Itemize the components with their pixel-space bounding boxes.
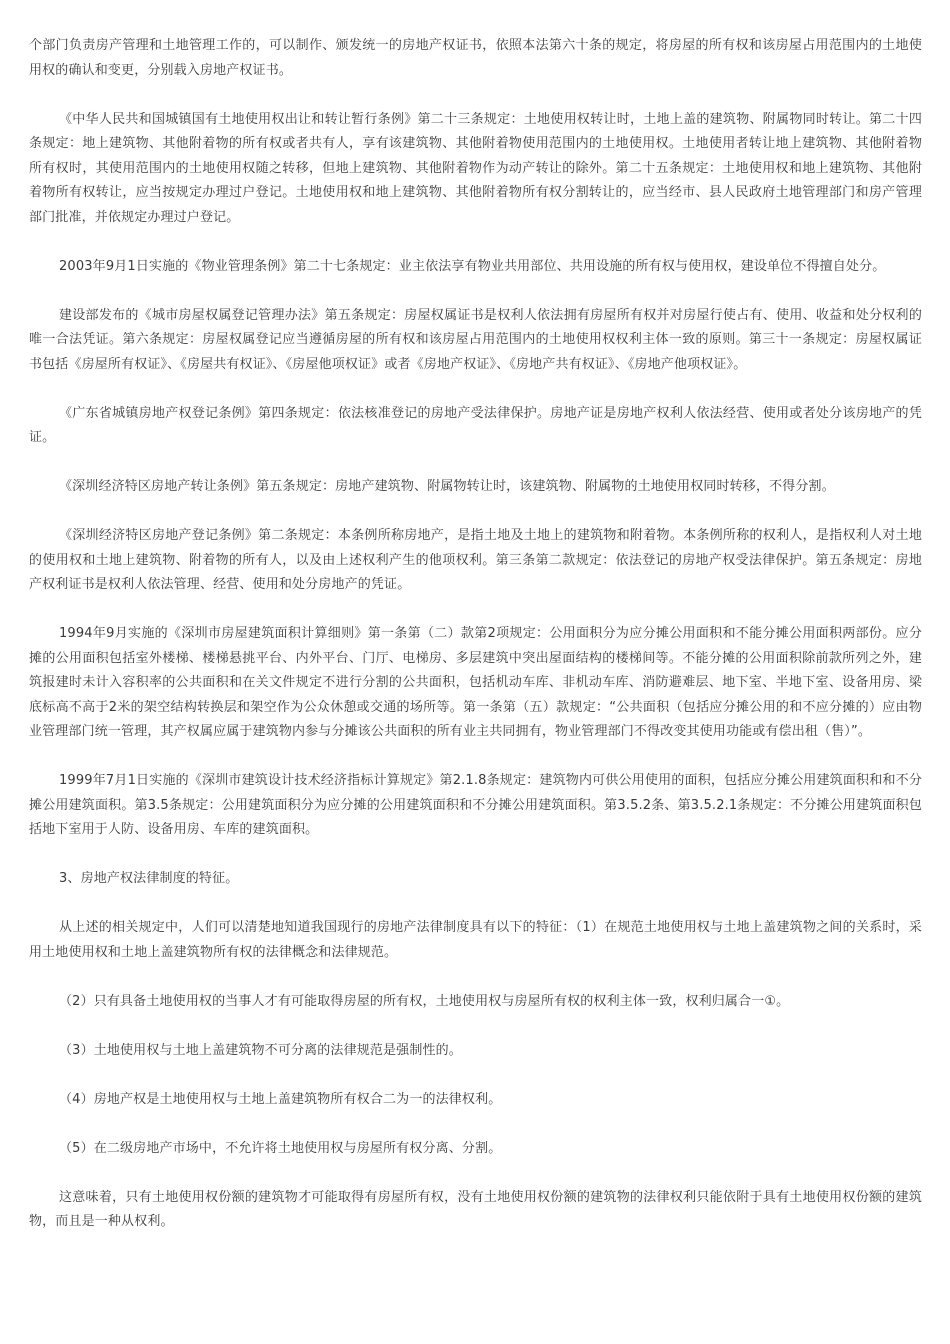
paragraph-features-intro: 从上述的相关规定中，人们可以清楚地知道我国现行的房地产法律制度具有以下的特征：（1）在规范土地使用权与土地上盖建筑物之间的关系时，采用土地使用权和土地上盖建筑物所有权的法律概念和法律规范。 [29, 920, 922, 960]
paragraph-shenzhen-registration: 《深圳经济特区房地产登记条例》第二条规定：本条例所称房地产，是指土地及土地上的建筑物和附着物。本条例所称的权利人，是指权利人对土地的使用权和土地上建筑物、附着物的所有人，以及由上述权利产生的他项权利。第三条第二款规定：依法登记的房地产权受法律保护。第五条规定：房地产权利证书是权利人依法管理、经营、使用和处分房地产的凭证。 [29, 528, 922, 592]
paragraph-guangdong-regulation: 《广东省城镇房地产权登记条例》第四条规定：依法核准登记的房地产受法律保护。房地产证是房地产权利人依法经营、使用或者处分该房地产的凭证。 [29, 405, 922, 445]
section-heading: 3、房地产权法律制度的特征。 [59, 871, 239, 886]
feature-item-3: （3）土地使用权与土地上盖建筑物不可分离的法律规范是强制性的。 [59, 1042, 462, 1058]
document-body [29, 34, 922, 1259]
paragraph-property-management: 2003年9月1日实施的《物业管理条例》第二十七条规定：业主依法享有物业共用部位、共用设施的所有权与使用权，建设单位不得擅自处分。 [59, 258, 886, 274]
paragraph-conclusion: 这意味着，只有土地使用权份额的建筑物才可能取得有房屋所有权，没有土地使用权份额的建筑物的法律权利只能依附于具有土地使用权份额的建筑物，而且是一种从权利。 [29, 1189, 922, 1229]
feature-item-4: （4）房地产权是土地使用权与土地上盖建筑物所有权合二为一的法律权利。 [59, 1091, 502, 1107]
paragraph-registration-measures: 建设部发布的《城市房屋权属登记管理办法》第五条规定：房屋权属证书是权利人依法拥有房屋所有权并对房屋行使占有、使用、收益和处分权利的唯一合法凭证。第六条规定：房屋权属登记应当遵循房屋的所有权和该房屋占用范围内的土地使用权权利主体一致的原则。第三十一条规定：房屋权属证书包括《房屋所有权证》、《房屋共有权证》、《房屋他项权证》或者《房地产权证》、《房地产共有权证》、《房地产他项权证》。 [29, 307, 922, 372]
paragraph-design-indicators: 1999年7月1日实施的《深圳市建筑设计技术经济指标计算规定》第2.1.8条规定：建筑物内可供公用使用的面积，包括应分摊公用建筑面积和和不分摊公用建筑面积。第3.5条规定：公用建筑面积分为应分摊的公用建筑面积和不分摊公用建筑面积。第3.5.2条、第3.5.2.1条规定：不分摊公用建筑面积包括地下室用于人防、设备用房、车库的建筑面积。 [29, 773, 922, 837]
paragraph-area-calculation: 1994年9月实施的《深圳市房屋建筑面积计算细则》第一条第（二）款第2项规定：公用面积分为应分摊公用面积和不能分摊公用面积两部份。应分摊的公用面积包括室外楼梯、楼梯悬挑平台、内外平台、门厅、电梯房、多层建筑中突出屋面结构的楼梯间等。不能分摊的公用面积除前款所列之外，建筑报建时未计入容积率的公共面积和在关文件规定不进行分割的公共面积，包括机动车库、非机动车库、消防避难层、地下室、半地下室、设备用房、梁底标高不高于2米的架空结构转换层和架空作为公众休憩或交通的场所等。第一条第（五）款规定：“公共面积（包括应分摊公用的和不应分摊的）应由物业管理部门统一管理，其产权属应属于建筑物内参与分摊该公共面积的所有业主共同拥有，物业管理部门不得改变其使用功能或有偿出租（售）”。 [29, 626, 922, 739]
feature-item-5: （5）在二级房地产市场中，不允许将土地使用权与房屋所有权分离、分割。 [59, 1140, 502, 1156]
paragraph-transfer-regulation: 《中华人民共和国城镇国有土地使用权出让和转让暂行条例》第二十三条规定：土地使用权转让时，土地上盖的建筑物、附属物同时转让。第二十四条规定：地上建筑物、其他附着物的所有权或者共有人，享有该建筑物、其他附着物使用范围内的土地使用权。土地使用者转让地上建筑物、其他附着物所有权时，其使用范围内的土地使用权随之转移，但地上建筑物、其他附着物作为动产转让的除外。第二十五条规定：土地使用权和地上建筑物、其他附着物所有权转让，应当按规定办理过户登记。土地使用权和地上建筑物、其他附着物所有权分割转让的，应当经市、县人民政府土地管理部门和房产管理部门批准，并依规定办理过户登记。 [29, 111, 922, 225]
paragraph-continuation: 个部门负责房产管理和土地管理工作的，可以制作、颁发统一的房地产权证书，依照本法第六十条的规定，将房屋的所有权和该房屋占用范围内的土地使用权的确认和变更，分别载入房地产权证书。 [29, 38, 922, 78]
feature-item-2: （2）只有具备土地使用权的当事人才有可能取得房屋的所有权，土地使用权与房屋所有权的权利主体一致，权利归属合一①。 [59, 993, 790, 1009]
paragraph-shenzhen-transfer: 《深圳经济特区房地产转让条例》第五条规定：房地产建筑物、附属物转让时，该建筑物、附属物的土地使用权同时转移，不得分割。 [59, 479, 835, 494]
